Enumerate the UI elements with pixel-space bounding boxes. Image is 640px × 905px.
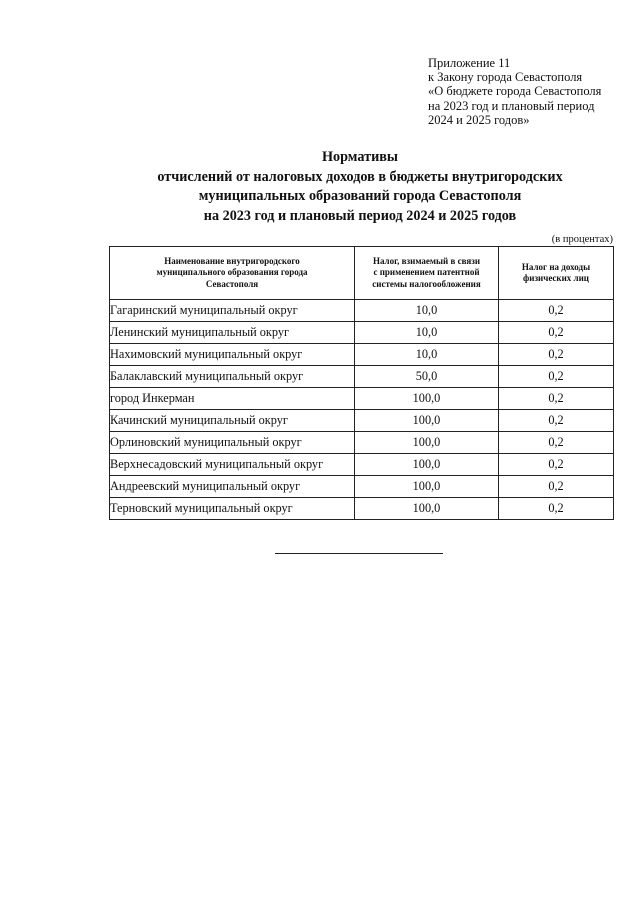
appendix-line: к Закону города Севастополя [428,70,583,85]
income-tax-value: 0,2 [499,432,614,454]
table-row [110,498,614,520]
income-tax-value: 0,2 [499,300,614,322]
header-text: Налог на доходы [521,261,591,272]
municipality-name: Верхнесадовский муниципальный округ [110,454,355,476]
municipality-name: Нахимовский муниципальный округ [110,344,355,366]
title-line: Нормативы [322,149,398,165]
patent-tax-value: 100,0 [355,454,499,476]
patent-tax-value: 100,0 [355,476,499,498]
appendix-reference [428,56,633,127]
municipality-name: Терновский муниципальный округ [110,498,355,520]
table-row [110,432,614,454]
patent-tax-value: 100,0 [355,410,499,432]
municipality-name: Ленинский муниципальный округ [110,322,355,344]
table-header-row [110,247,614,300]
units-note: (в процентах) [551,234,613,245]
norms-table [109,246,614,520]
header-patent-tax [355,247,499,300]
income-tax-value: 0,2 [499,344,614,366]
closing-divider [275,553,443,554]
table-row [110,476,614,498]
table-row [110,322,614,344]
header-municipality-name [110,247,355,300]
table-row [110,454,614,476]
patent-tax-value: 10,0 [355,322,499,344]
patent-tax-value: 10,0 [355,344,499,366]
patent-tax-value: 50,0 [355,366,499,388]
income-tax-value: 0,2 [499,410,614,432]
municipality-name: Гагаринский муниципальный округ [110,300,355,322]
municipality-name: Качинский муниципальный округ [110,410,355,432]
municipality-name: Орлиновский муниципальный округ [110,432,355,454]
appendix-line: на 2023 год и плановый период [428,98,595,113]
header-text: с применением патентной [373,267,480,278]
appendix-line: 2024 и 2025 годов» [428,112,530,127]
table-row [110,366,614,388]
table-row [110,388,614,410]
patent-tax-value: 100,0 [355,432,499,454]
title-line: отчислений от налоговых доходов в бюджеты внутригородских [157,168,563,185]
header-text: Налог, взимаемый в связи [372,255,481,266]
income-tax-value: 0,2 [499,476,614,498]
header-text: физических лиц [523,273,589,283]
income-tax-value: 0,2 [499,322,614,344]
income-tax-value: 0,2 [499,388,614,410]
title-line: муниципальных образований города Севастополя [198,188,522,204]
header-text: системы налогообложения [372,278,481,289]
header-text: Наименование внутригородского [164,255,300,266]
appendix-line: Приложение 11 [428,56,511,70]
municipality-name: Андреевский муниципальный округ [110,476,355,498]
municipality-name: Балаклавский муниципальный округ [110,366,355,388]
income-tax-value: 0,2 [499,454,614,476]
title-line: на 2023 год и плановый период 2024 и 2025 годов [203,207,517,224]
income-tax-value: 0,2 [499,498,614,520]
income-tax-value: 0,2 [499,366,614,388]
header-income-tax [499,247,614,300]
patent-tax-value: 10,0 [355,300,499,322]
appendix-line: «О бюджете города Севастополя [428,84,602,99]
document-title [80,148,640,226]
patent-tax-value: 100,0 [355,388,499,410]
table-row [110,344,614,366]
municipality-name: город Инкерман [110,388,355,410]
table-row [110,410,614,432]
patent-tax-value: 100,0 [355,498,499,520]
table-row [110,300,614,322]
header-text: муниципального образования города [156,267,308,278]
header-text: Севастополя [205,278,259,289]
